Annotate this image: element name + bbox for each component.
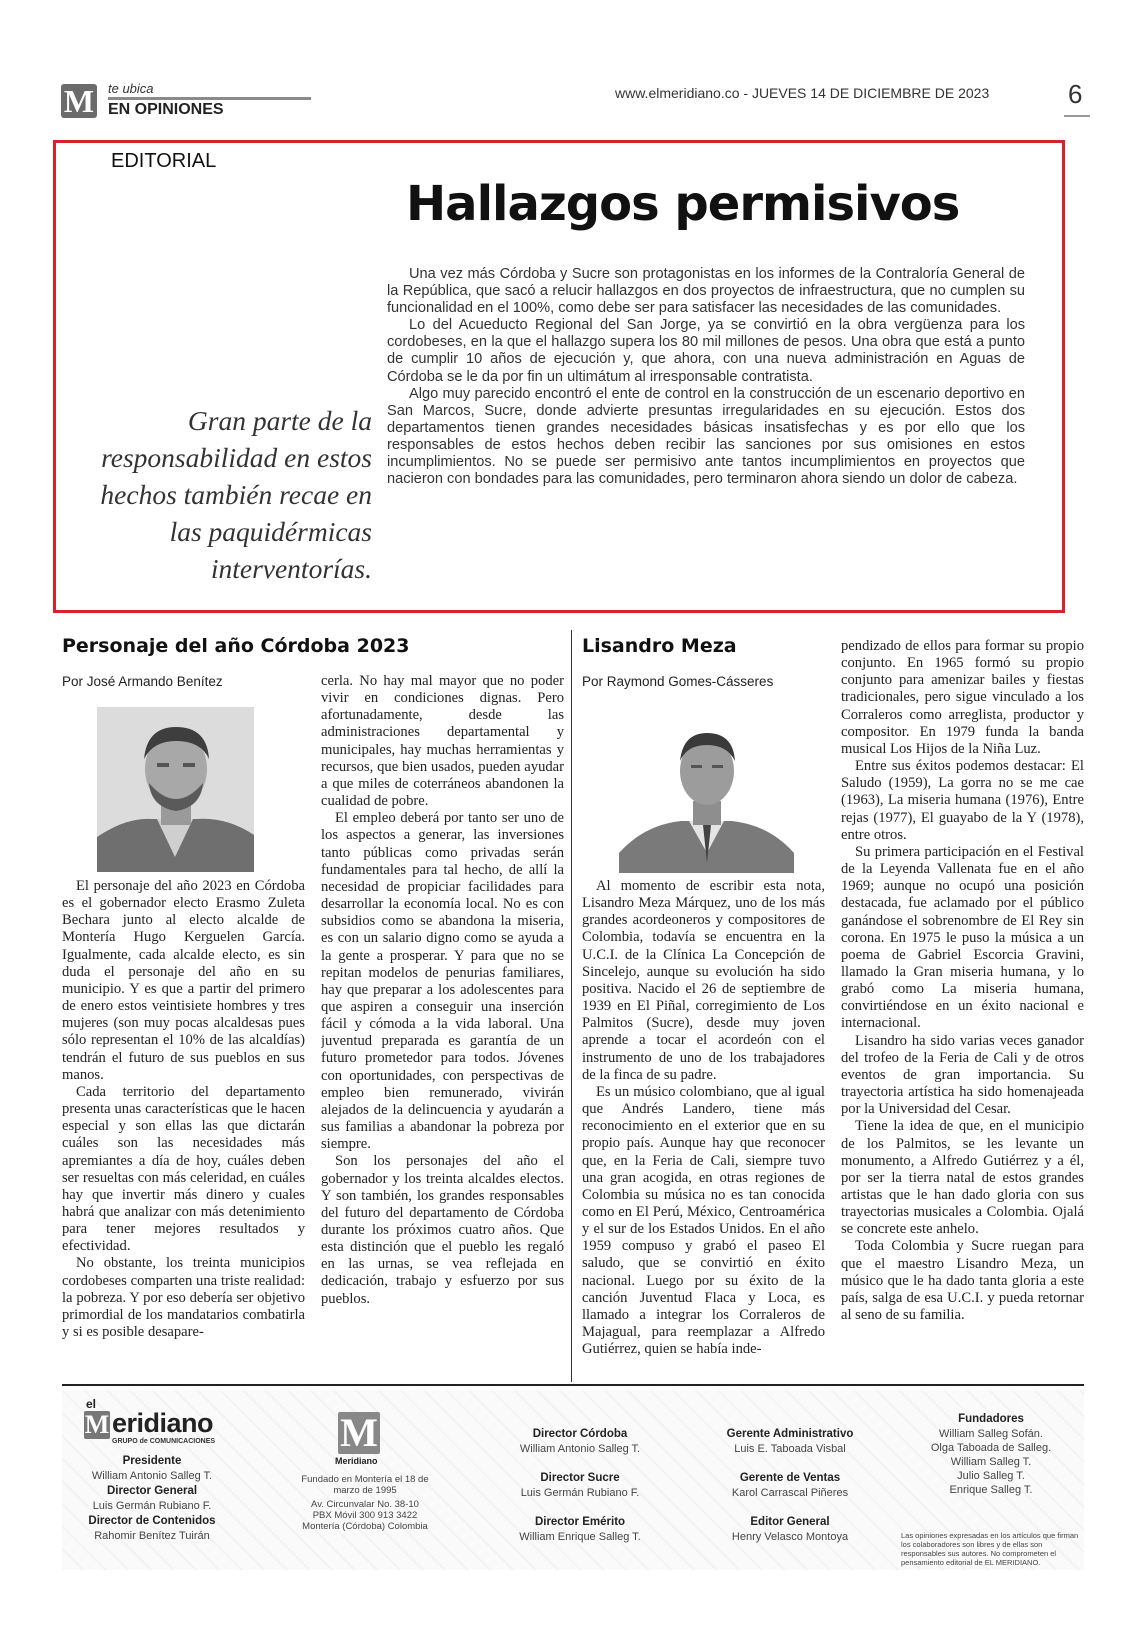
footer-staff-left <box>62 1454 242 1544</box>
article1-column1 <box>62 878 305 1374</box>
article-title: Personaje del año Córdoba 2023 <box>62 635 410 657</box>
article-paragraph: pendizado de ellos para formar su propio conjunto. En 1965 formó su propio conjunto para amenizar bailes y fiestas tradicionales, pero sigue vinculado a los Corraleros como arreglista, productor y compositor. En 1979 funda la banda musical Los Hijos de la Niña Luz. <box>841 638 1084 757</box>
article2-column1 <box>582 878 825 1374</box>
footer-person: Luis Germán Rubiano F. <box>92 1500 212 1512</box>
brand-el: el <box>86 1397 97 1411</box>
article-paragraph: cerla. No hay mal mayor que no poder vivir en condiciones dignas. Pero afortunadamente, desde las administraciones departamental y municipales, hay muchas herramientas y recursos, que bien usados, pueden ayudar a que miles de coterráneos abandonen la cualidad de pobre. <box>321 673 564 810</box>
header-rule <box>108 97 311 100</box>
footer-role: Presidente <box>122 1455 182 1467</box>
footer-role: Director Emérito <box>534 1516 626 1528</box>
footer-person: Rahomir Benítez Tuirán <box>94 1530 210 1542</box>
footer-person: Julio Salleg T. <box>957 1470 1025 1482</box>
article-paragraph: El personaje del año 2023 en Córdoba es el gobernador electo Erasmo Zuleta Bechara junto al electo alcalde de Montería Hugo Kerguelen García. Igualmente, cada alcalde electo, es sin duda el personaje del año en su municipio. Y es que a partir del primero de enero estos veintisiete hombres y tres mujeres (son muy pocas alcaldesas pues sólo representan el 10% de las alcaldías) tendrán el futuro de sus pueblos en sus manos. <box>62 878 305 1083</box>
footer-person: Enrique Salleg T. <box>949 1484 1033 1496</box>
article-paragraph: Es un músico colombiano, que al igual que Andrés Landero, tiene más reconocimiento en el exterior que en su propio país. Aunque hay que reconocer que, en la Feria de Cali, siempre tuvo una gran acogida, en otras regiones de Colombia su música no es tan conocida como en El Perú, México, Centroamérica y el sur de los Estados Unidos. En el año 1959 compuso y grabó el paseo El saludo, que se convirtió en éxito nacional. Luego por su éxito de la canción Juventud Flaca y Loca, es llamado a integrar los Corraleros de Majagual, para reemplazar a Alfredo Gutiérrez, quien se había inde- <box>582 1083 825 1358</box>
footer-role: Fundadores <box>958 1413 1024 1425</box>
footer-logo-name: Meridiano <box>335 1456 378 1466</box>
editorial-paragraph: Lo del Acueducto Regional del San Jorge, ya se convirtió en la obra vergüenza para los cordobeses, en la que el hallazgo supera los 80 mil millones de pesos. Una obra que está a punto de cumplir 10 años de ejecución y, que ahora, con una nueva administración en Aguas de Córdoba se le da por fin un ultimátum al irresponsable contratista. <box>387 317 1025 385</box>
newspaper-logo: M <box>61 84 97 118</box>
footer-person: Luis E. Taboada Visbal <box>734 1443 846 1455</box>
article-author: Por Raymond Gomes-Cásseres <box>582 674 774 689</box>
footer-role: Gerente Administrativo <box>726 1428 854 1440</box>
footer-person: William Enrique Salleg T. <box>519 1531 641 1543</box>
editorial-label: EDITORIAL <box>111 150 217 172</box>
footer-person: William Antonio Salleg T. <box>91 1470 213 1482</box>
footer-founding <box>300 1474 430 1532</box>
footer-city: Montería (Córdoba) Colombia <box>302 1521 428 1532</box>
section-name: EN OPINIONES <box>108 101 224 118</box>
editorial-paragraph: Una vez más Córdoba y Sucre son protagonistas en los informes de la Contraloría General de la República, que sacó a relucir hallazgos en dos proyectos de infraestructura, que no cumplen su funcionalidad en el 100%, como debe ser para satisfacer las necesidades de las comunidades. <box>387 266 1025 317</box>
article-paragraph: Su primera participación en el Festival de la Leyenda Vallenata fue en el año 1969; aunque no ocupó una posición destacada, fue aclamado por el público ganándose el sobrenombre de El Rey sin corona. En 1975 le puso la música a un poema de Gabriel Escorcia Gravini, llamado la Gran miseria humana, y lo grabó como La miseria humana, convirtiéndose en un éxito nacional e internacional. <box>841 843 1084 1032</box>
editorial-body <box>387 266 1025 488</box>
footer-person: William Salleg T. <box>950 1456 1032 1468</box>
column-divider <box>571 630 572 1382</box>
footer-role: Editor General <box>750 1516 830 1528</box>
article-paragraph: Lisandro ha sido varias veces ganador del trofeo de la Feria de Cali y de otros eventos de gran importancia. Su trayectoria artística ha sido homenajeada por la Universidad del Cesar. <box>841 1032 1084 1118</box>
article2-column2 <box>841 638 1084 1375</box>
article-paragraph: Entre sus éxitos podemos destacar: El Saludo (1959), La gorra no se me cae (1963), La miseria humana (1976), Entre rejas (1977), El guayabo de la Y (1978), entre otros. <box>841 758 1084 843</box>
header-tagline: te ubica <box>108 81 154 96</box>
footer-person: William Salleg Sofán. <box>939 1428 1043 1440</box>
footer-role: Director General <box>106 1485 198 1497</box>
article-paragraph: Cada territorio del departamento presenta unas características que le hacen especial y son ellas las que dictarán cuáles son las necesidades más apremiantes a día de hoy, cuáles deben ser resueltas con más celeridad, en cuáles hay que invertir más dinero y cuales habrá que analizar con más detenimiento para tener mejores resultados y efectividad. <box>62 1083 305 1255</box>
article-paragraph: No obstante, los treinta municipios cordobeses comparten una triste realidad: la pobreza. Y por eso debería ser objetivo primordial de los mandatarios combatirla y si es posible desapare- <box>62 1255 305 1341</box>
footer-role: Gerente de Ventas <box>739 1472 841 1484</box>
footer-phone: PBX Móvil 300 913 3422 <box>312 1510 418 1521</box>
editorial-paragraph: Algo muy parecido encontró el ente de control en la construcción de un escenario deportivo en San Marcos, Sucre, donde advierte presuntas irregularidades en su ejecución. Estos dos departamentos tienen grandes necesidades básicas insatisfechas y es por ello que los responsables de estos hechos deben recibir las sanciones por sus omisiones en estos incumplimientos. No se puede ser permisivo ante tantos incumplimientos en proyectos que nacieron con bondades para las comunidades, pero terminaron ahora siendo un dolor de cabeza. <box>387 385 1025 488</box>
footer-logo-m: M <box>338 1412 380 1454</box>
page-number-rule <box>1064 115 1090 117</box>
article-paragraph: El empleo deberá por tanto ser uno de los aspectos a generar, las inversiones tanto públicas como privadas serán fundamentales para tal hecho, de allí la necesidad de propiciar facilidades para desarrollar la economía local. No es con subsidios como se abandona la miseria, es con un salario digno como se ayuda a la gente a prosperar. Y para que no se repitan modelos de penurias familiares, hay que preparar a los adolescentes para que aspiren a conseguir una inserción fácil y cómoda a la vida laboral. Una juventud preparada es garantía de un futuro prometedor para todos. Jóvenes con oportunidades, con perspectivas de empleo bien remunerado, vivirán alejados de la delincuencia y ayudarán a sus familias a abandonar la pobreza por siempre. <box>321 810 564 1153</box>
footer-person: Henry Velasco Montoya <box>731 1531 849 1543</box>
footer-person: Olga Taboada de Salleg. <box>930 1442 1052 1454</box>
article-paragraph: Son los personajes del año el gobernador y los treinta alcaldes electos. Y son también, los grandes responsables del futuro del departamento de Córdoba durante los próximos cuatro años. Que esta distinción que el pueblo les regaló en las urnas, se vea reflejada en dedicación, trabajo y esfuerzo por sus pueblos. <box>321 1153 564 1307</box>
footer-person: Luis Germán Rubiano F. <box>520 1487 640 1499</box>
brand-subtitle: GRUPO de COMUNICACIONES <box>112 1438 216 1445</box>
article1-column2 <box>321 673 564 1375</box>
author-photo <box>97 707 254 872</box>
brand-name: eridiano <box>112 1408 214 1438</box>
footer-role: Director Córdoba <box>532 1428 628 1440</box>
editorial-pull-quote: Gran parte de la responsabilidad en estos hechos también recae en las paquidérmicas interventorías. <box>100 405 372 584</box>
article-author: Por José Armando Benítez <box>62 674 223 689</box>
footer-rule <box>62 1384 1084 1386</box>
article-paragraph: Toda Colombia y Sucre ruegan para que el maestro Lisandro Meza, un músico que le ha dado tanta gloria a este país, salga de esa U.C.I. y pueda retornar al seno de su familia. <box>841 1238 1084 1324</box>
page-number: 6 <box>1068 79 1083 109</box>
article-title: Lisandro Meza <box>582 635 737 657</box>
footer-address: Av. Circunvalar No. 38-10 <box>311 1499 419 1510</box>
editorial-title: Hallazgos permisivos <box>406 176 960 232</box>
article-paragraph: Tiene la idea de que, en el municipio de los Palmitos, se les levante un monumento, a Alfredo Gutiérrez y a él, por ser la tierra natal de estos grandes artistas que le han dado gloria con sus trayectorias musicales a Colombia. Ojalá se concrete este anhelo. <box>841 1118 1084 1238</box>
article-paragraph: Al momento de escribir esta nota, Lisandro Meza Márquez, uno de los más grandes acordeoneros y compositores de Colombia, todavía se encuentra en la U.C.I. de la Clínica La Concepción de Sincelejo, aunque su evolución ha sido positiva. Nacido el 26 de septiembre de 1939 en El Piñal, corregimiento de Los Palmitos (Sucre), desde muy joven aprende a tocar el acordeón con el instrumento de uno de los trabajadores de la finca de su padre. <box>582 878 825 1083</box>
footer-disclaimer: Las opiniones expresadas en los artículos que firman los colaboradores son libres y de ellas son responsables sus autores. No comprometen el pensamiento editorial de EL MERIDIANO. <box>901 1531 1079 1567</box>
footer-person: Karol Carrascal Piñeres <box>731 1487 849 1499</box>
footer-person: William Antonio Salleg T. <box>519 1443 641 1455</box>
footer-founded: Fundado en Montería el 18 de marzo de 1995 <box>301 1474 429 1496</box>
footer-role: Director de Contenidos <box>88 1515 216 1527</box>
footer-managers <box>705 1427 875 1545</box>
date-line: www.elmeridiano.co - JUEVES 14 DE DICIEMBRE DE 2023 <box>615 85 990 101</box>
brand-logo-m: M <box>84 1410 110 1439</box>
subject-photo <box>619 713 794 873</box>
footer-role: Director Sucre <box>540 1472 620 1484</box>
footer-directors <box>495 1427 665 1545</box>
footer-founders <box>916 1412 1066 1497</box>
